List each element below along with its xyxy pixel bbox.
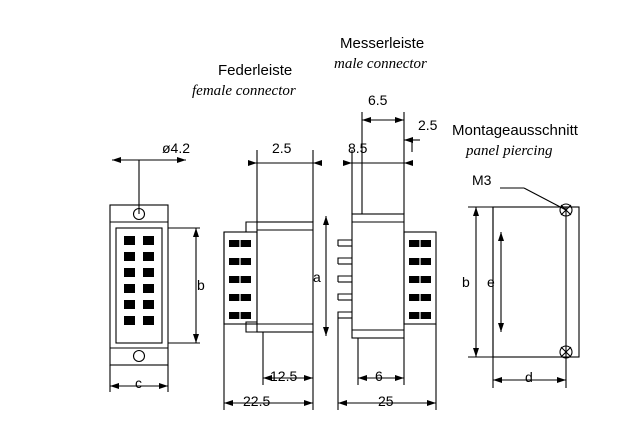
letter-d-bottom: d <box>525 369 533 385</box>
dim-hole-diameter: ø4.2 <box>162 140 191 156</box>
dim-6: 6 <box>375 368 383 384</box>
letter-b-right: b <box>462 274 470 290</box>
contact-slots <box>124 236 154 325</box>
letter-c-bottom: c <box>135 375 142 391</box>
dim-2p5-male: 2.5 <box>418 117 438 133</box>
title-panel-de: Montageausschnitt <box>452 122 578 139</box>
dim-m3-thread: M3 <box>472 172 492 188</box>
letter-e-right: e <box>487 274 495 290</box>
dim-6p5: 6.5 <box>368 92 388 108</box>
dim-25: 25 <box>378 393 394 409</box>
letter-b-left: b <box>197 277 205 293</box>
dim-2p5-female: 2.5 <box>272 140 292 156</box>
dim-12p5: 12.5 <box>270 368 298 384</box>
title-female-en: female connector <box>192 83 296 99</box>
letter-a-center: a <box>313 269 321 285</box>
title-male-en: male connector <box>334 56 427 72</box>
title-male-de: Messerleiste <box>340 35 425 52</box>
view-panel-piercing <box>493 204 579 358</box>
dim-22p5: 22.5 <box>243 393 271 409</box>
title-female-de: Federleiste <box>218 62 293 79</box>
male-pins <box>338 240 352 318</box>
view-female-end <box>110 205 168 365</box>
dim-8p5: 8.5 <box>348 140 368 156</box>
title-panel-en: panel piercing <box>466 143 553 159</box>
